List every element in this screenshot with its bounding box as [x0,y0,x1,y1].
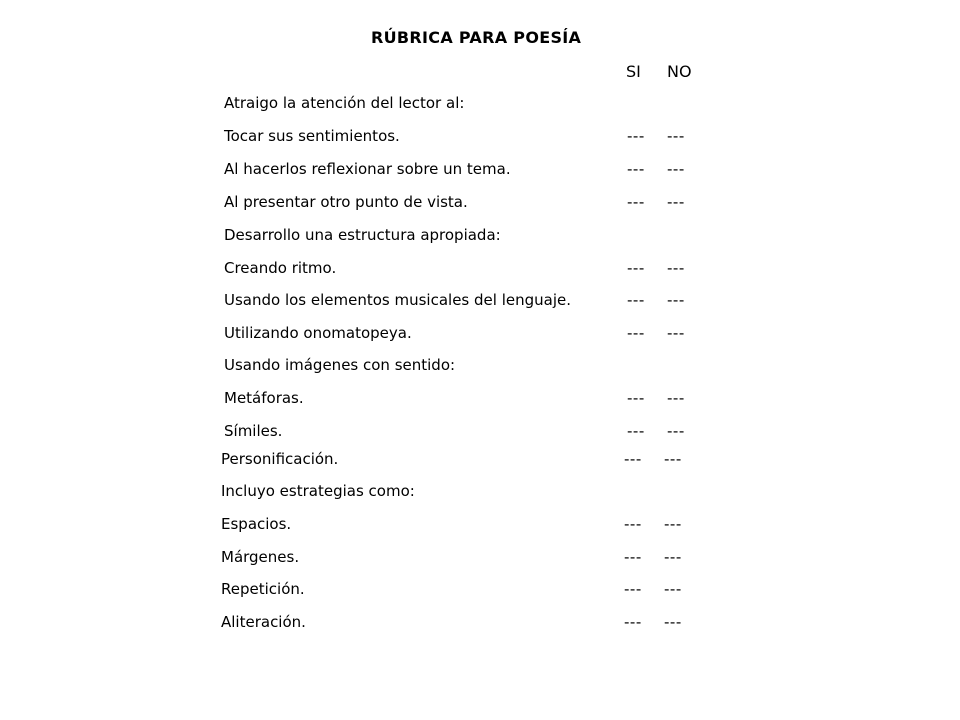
no-mark: --- [667,324,685,342]
column-header-si: SI [626,62,641,81]
no-mark: --- [667,389,685,407]
rubric-item-label: Espacios. [221,515,292,533]
no-mark: --- [667,193,685,211]
si-mark: --- [624,450,642,468]
rubric-item-label: Utilizando onomatopeya. [224,324,412,342]
si-mark: --- [627,127,645,145]
rubric-item-label: Aliteración. [221,613,306,631]
rubric-item-label: Personificación. [221,450,339,468]
no-mark: --- [664,580,682,598]
si-mark: --- [627,422,645,440]
no-mark: --- [664,548,682,566]
rubric-section-heading: Usando imágenes con sentido: [224,356,456,374]
no-mark: --- [664,613,682,631]
rubric-item-label: Al hacerlos reflexionar sobre un tema. [224,160,511,178]
rubric-item-label: Tocar sus sentimientos. [224,127,400,145]
si-mark: --- [627,389,645,407]
rubric-item-label: Al presentar otro punto de vista. [224,193,468,211]
no-mark: --- [667,422,685,440]
si-mark: --- [627,160,645,178]
si-mark: --- [624,613,642,631]
si-mark: --- [627,193,645,211]
si-mark: --- [627,324,645,342]
no-mark: --- [667,160,685,178]
column-header-no: NO [667,62,692,81]
rubric-section-heading: Atraigo la atención del lector al: [224,94,465,112]
page-title: RÚBRICA PARA POESÍA [371,28,582,47]
rubric-item-label: Márgenes. [221,548,300,566]
rubric-item-label: Metáforas. [224,389,304,407]
rubric-item-label: Símiles. [224,422,283,440]
si-mark: --- [624,515,642,533]
no-mark: --- [667,291,685,309]
no-mark: --- [667,127,685,145]
no-mark: --- [664,515,682,533]
rubric-item-label: Repetición. [221,580,305,598]
si-mark: --- [624,548,642,566]
rubric-item-label: Creando ritmo. [224,259,337,277]
rubric-section-heading: Incluyo estrategias como: [221,482,415,500]
no-mark: --- [664,450,682,468]
no-mark: --- [667,259,685,277]
rubric-item-label: Usando los elementos musicales del lenguaje. [224,291,571,309]
si-mark: --- [627,291,645,309]
si-mark: --- [624,580,642,598]
si-mark: --- [627,259,645,277]
rubric-section-heading: Desarrollo una estructura apropiada: [224,226,501,244]
